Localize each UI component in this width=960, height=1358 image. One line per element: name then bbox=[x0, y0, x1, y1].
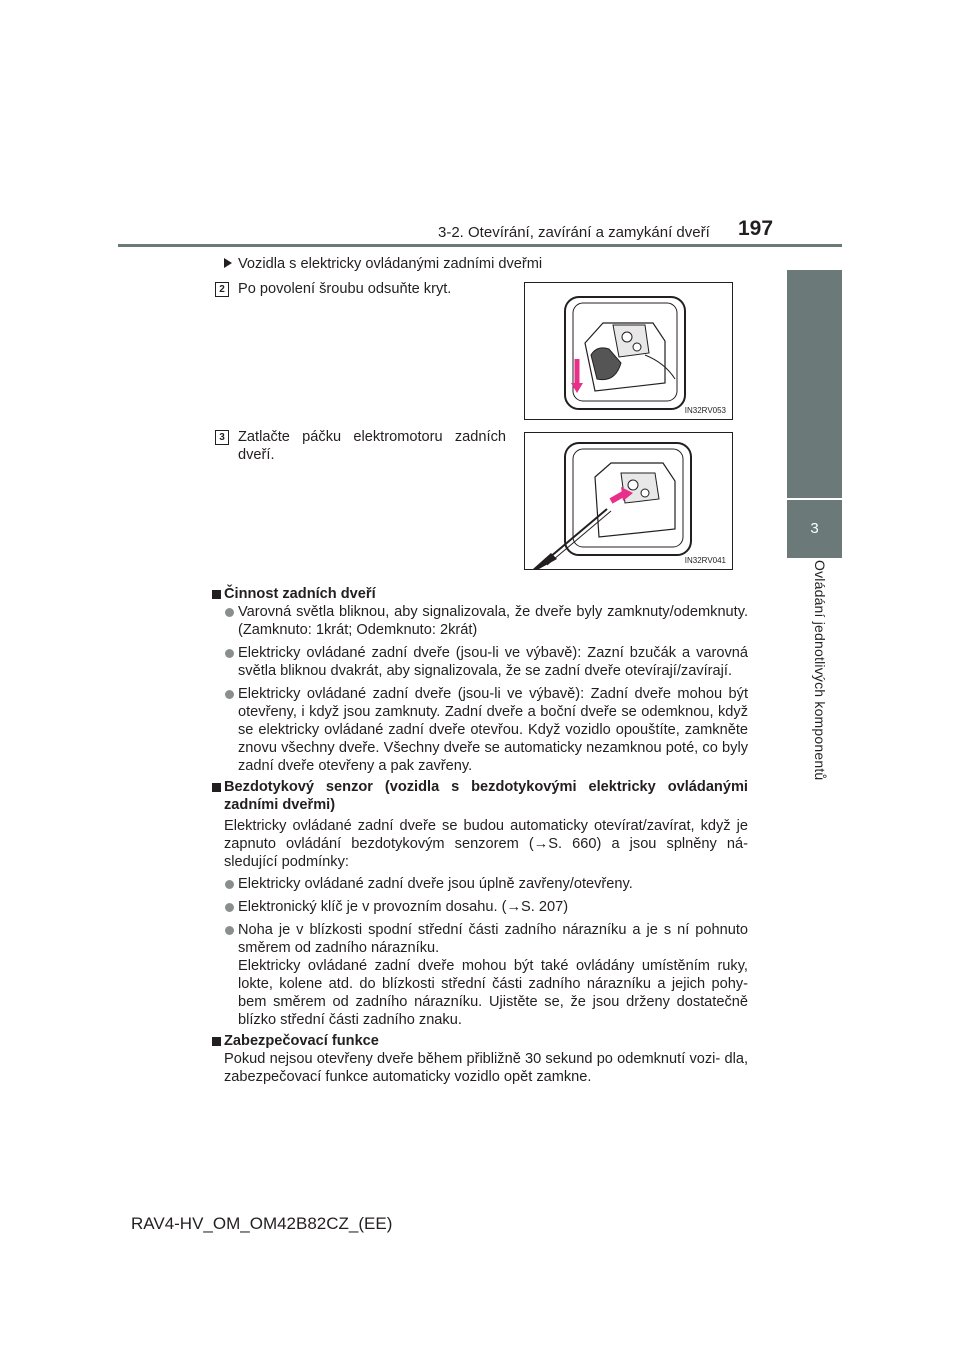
chapter-number: 3 bbox=[787, 500, 842, 558]
intro-subheading: Vozidla s elektricky ovládanými zadními dveřmi bbox=[224, 255, 542, 273]
figure-code: IN32RV053 bbox=[684, 406, 726, 415]
figure-remove-cover bbox=[524, 282, 733, 420]
page-number: 197 bbox=[738, 217, 774, 240]
lever-illustration bbox=[525, 433, 732, 569]
bullet-text: Elektricky ovládané zadní dveře (jsou-li ve výbavě): Zazní bzučák a varovná světla bliknou dvakrát, aby signalizovala, že se zadní dveře otevírají/zavírají. bbox=[238, 645, 748, 679]
bullet-dot-icon bbox=[225, 903, 234, 912]
bullet-dot-icon bbox=[225, 880, 234, 889]
bullet-dot-icon bbox=[225, 649, 234, 658]
section-square-icon bbox=[212, 783, 221, 792]
triangle-bullet-icon bbox=[224, 258, 232, 268]
bullet-text: Elektricky ovládané zadní dveře (jsou-li ve výbavě): Zadní dveře mohou být otevřeny, i když jsou zamknuty. Zadní dveře a boční dveře se odemknou, když se elektricky ovládané zadní dveře otevřou. Když vozidlo opouštíte, zamkněte znovu všechny dveře. Všechny dveře se automaticky nezamknou poté, co byly zadní dveře otevřeny a pak zavřeny. bbox=[238, 686, 748, 774]
cover-illustration bbox=[525, 283, 732, 419]
bullet-dot-icon bbox=[225, 690, 234, 699]
chapter-title: Ovládání jednotlivých komponentů bbox=[812, 560, 828, 781]
bullet-text: Elektronický klíč je v provozním dosahu. (→S. 207) bbox=[238, 899, 569, 915]
bullet-dot-icon bbox=[225, 926, 234, 935]
section-square-icon bbox=[212, 590, 221, 599]
bullet-text: Varovná světla bliknou, aby signalizovala, že dveře byly zamknuty/odemknuty. (Zamknuto: 1krát; Odemknuto: 2krát) bbox=[238, 604, 748, 638]
step-number-badge: 3 bbox=[215, 430, 229, 445]
step-number-badge: 2 bbox=[215, 282, 229, 297]
side-tab-bar bbox=[787, 270, 842, 498]
section-heading: Činnost zadních dveří bbox=[224, 586, 376, 602]
section-heading: Bezdotykový senzor (vozidla s bezdotykovými elektricky ovládanými zadními dveřmi) bbox=[224, 779, 748, 813]
step-text: Zatlačte páčku elektromotoru zadních dveří. bbox=[238, 429, 506, 463]
manual-code: RAV4-HV_OM_OM42B82CZ_(EE) bbox=[131, 1214, 393, 1233]
section-title: 3-2. Otevírání, zavírání a zamykání dveří bbox=[438, 224, 710, 241]
bullet-text: Noha je v blízkosti spodní střední části zadního nárazníku a je s ní pohnuto směrem od zadního nárazníku. bbox=[238, 922, 748, 956]
section-intro: Elektricky ovládané zadní dveře se budou automaticky otevírat/zavírat, když je zapnuto ovládání bezdotykovým senzorem (→S. 660) a jsou splněny ná- sledující podmínky: bbox=[224, 818, 748, 870]
figure-push-lever bbox=[524, 432, 733, 570]
header-divider bbox=[118, 244, 842, 247]
section-square-icon bbox=[212, 1037, 221, 1046]
step-text: Po povolení šroubu odsuňte kryt. bbox=[238, 281, 452, 297]
figure-code: IN32RV041 bbox=[684, 556, 726, 565]
section-heading: Zabezpečovací funkce bbox=[224, 1033, 379, 1049]
bullet-note: Elektricky ovládané zadní dveře mohou být také ovládány umístěním ruky, lokte, kolene atd. do blízkosti střední části zadního nárazníku a jejich pohy- bem směrem od zadního nárazníku. Ujistěte se, že jsou drženy dostatečně blízko střední části zadního znaku. bbox=[238, 958, 748, 1028]
bullet-dot-icon bbox=[225, 608, 234, 617]
section-intro: Pokud nejsou otevřeny dveře během přibližně 30 sekund po odemknutí vozi- dla, zabezpečovací funkce automaticky vozidlo opět zamkne. bbox=[224, 1051, 748, 1085]
bullet-text: Elektricky ovládané zadní dveře jsou úplně zavřeny/otevřeny. bbox=[238, 876, 633, 892]
